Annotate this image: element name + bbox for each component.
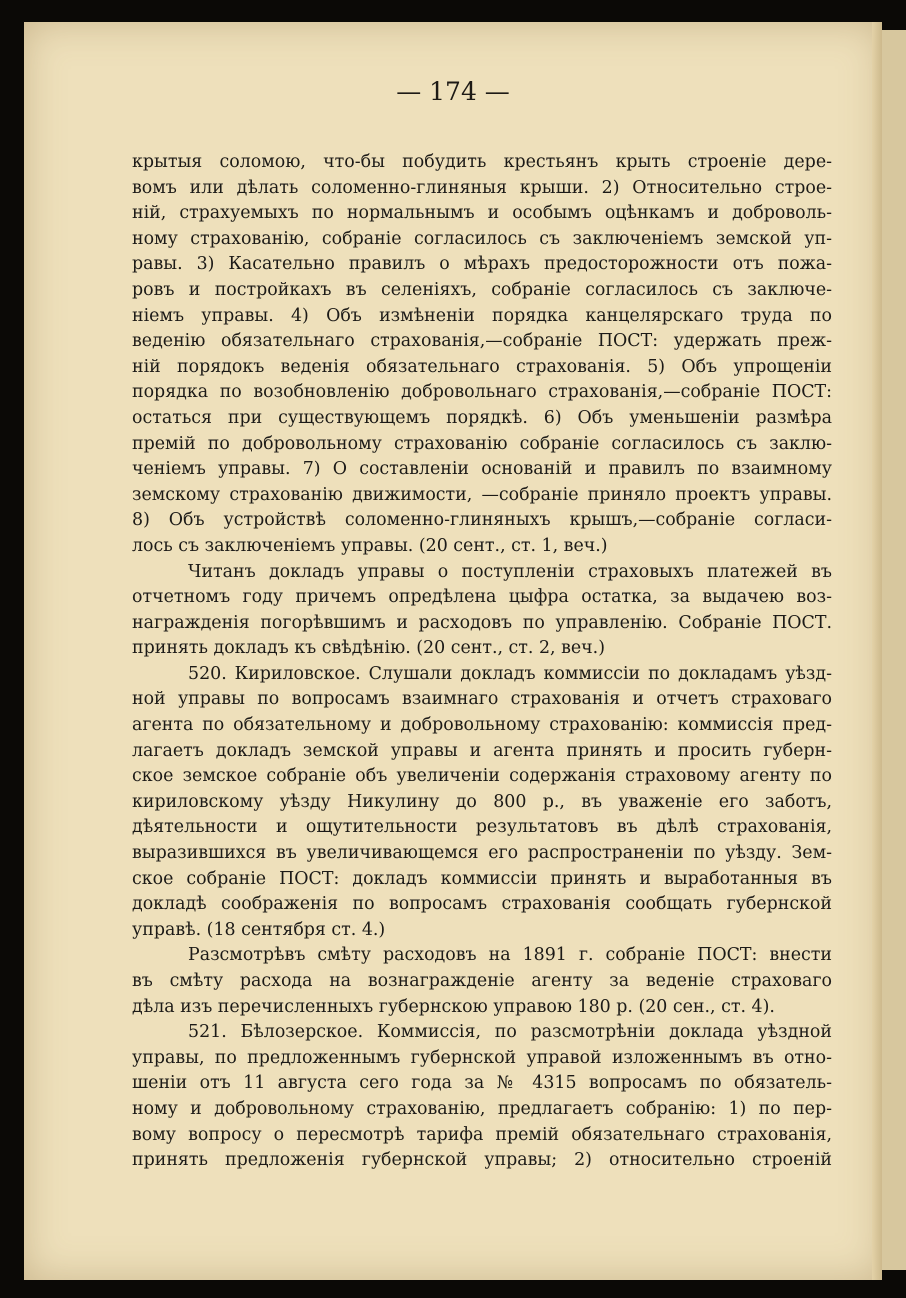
text-line: награжденія погорѣвшимъ и расходовъ по управленію. Собраніе ПОСТ. <box>132 612 832 633</box>
text-line: лагаетъ докладъ земской управы и агента принять и просить губерн- <box>132 740 832 761</box>
text-line: отчетномъ году причемъ опредѣлена цыфра остатка, за выдачею воз- <box>132 587 832 608</box>
text-line: ское собраніе ПОСТ: докладъ коммиссіи принять и выработанныя въ <box>132 868 832 889</box>
text-line: ній, страхуемыхъ по нормальнымъ и особымъ оцѣнкамъ и доброволь- <box>132 203 832 224</box>
text-line: лось съ заключеніемъ управы. (20 сент., ст. 1, веч.) <box>132 535 608 556</box>
text-line: ной управы по вопросамъ взаимнаго страхованія и отчетъ страховаго <box>132 689 832 710</box>
text-line: земскому страхованію движимости, —собраніе приняло проектъ управы. <box>132 484 832 505</box>
text-line: въ смѣту расхода на вознагражденіе агенту за веденіе страховаго <box>132 971 832 991</box>
paragraph-start-line: Читанъ докладъ управы о поступленіи страховыхъ платежей въ <box>188 561 832 582</box>
page-number: — 174 — <box>396 77 510 106</box>
section-521-heading-line: 521. Бѣлозерское. Коммиссія, по разсмотрѣніи доклада уѣздной <box>188 1022 832 1043</box>
text-line: крытыя соломою, что-бы побудить крестьянъ крыть строеніе дере- <box>132 152 832 172</box>
paragraph-start-line: Разсмотрѣвъ смѣту расходовъ на 1891 г. собраніе ПОСТ: внести <box>188 945 832 966</box>
text-line: равы. 3) Касательно правилъ о мѣрахъ предосторожности отъ пожа- <box>132 254 832 275</box>
page-gutter <box>872 22 882 1280</box>
text-line: агента по обязательному и добровольному страхованію: коммиссія пред- <box>132 715 832 736</box>
text-line: ніемъ управы. 4) Объ измѣненіи порядка канцелярскаго труда по <box>132 305 832 326</box>
text-line: веденію обязательнаго страхованія,—собраніе ПОСТ: удержать преж- <box>132 331 832 352</box>
text-line: вому вопросу о пересмотрѣ тарифа премій обязательнаго страхованія, <box>132 1124 832 1145</box>
text-line: ній порядокъ веденія обязательнаго страхованія. 5) Объ упрощеніи <box>132 356 832 377</box>
text-line: премій по добровольному страхованію собраніе согласилось съ заклю- <box>132 433 832 454</box>
body-text <box>132 150 832 1174</box>
section-520-heading-line: 520. Кириловское. Слушали докладъ коммиссіи по докладамъ уѣзд- <box>188 663 832 684</box>
text-line: ному страхованію, собраніе согласилось съ заключеніемъ земской уп- <box>132 228 832 249</box>
text-line: выразившихся въ увеличивающемся его распространеніи по уѣзду. Зем- <box>132 843 832 864</box>
text-line: порядка по возобновленію добровольнаго страхованія,—собраніе ПОСТ: <box>132 382 832 403</box>
text-line: шеніи отъ 11 августа сего года за № 4315 вопросамъ по обязатель- <box>132 1073 832 1094</box>
text-line: кириловскому уѣзду Никулину до 800 р., въ уваженіе его заботъ, <box>132 791 832 812</box>
text-line: вомъ или дѣлать соломенно-глиняныя крыши. 2) Относительно строе- <box>132 177 832 198</box>
text-line: принять предложенія губернской управы; 2) относительно строеній <box>132 1150 832 1171</box>
text-line: дѣятельности и ощутительности результатовъ въ дѣлѣ страхованія, <box>132 817 832 838</box>
text-line: 8) Объ устройствѣ соломенно-глиняныхъ крышъ,—собраніе согласи- <box>132 510 832 531</box>
text-line: управѣ. (18 сентября ст. 4.) <box>132 919 386 940</box>
text-line: принять докладъ къ свѣдѣнію. (20 сент., ст. 2, веч.) <box>132 638 605 659</box>
book-page <box>24 22 882 1280</box>
text-line: ченіемъ управы. 7) О составленіи основаній и правилъ по взаимному <box>132 459 832 480</box>
text-line: ному и добровольному страхованію, предлагаетъ собранію: 1) по пер- <box>132 1098 832 1119</box>
text-line: остаться при существующемъ порядкѣ. 6) Объ уменьшеніи размѣра <box>132 407 832 428</box>
text-line: управы, по предложеннымъ губернской управой изложеннымъ въ отно- <box>132 1047 832 1068</box>
text-line: докладѣ соображенія по вопросамъ страхованія сообщать губернской <box>132 894 832 915</box>
text-line: ровъ и постройкахъ въ селеніяхъ, собраніе согласилось съ заключе- <box>132 279 832 300</box>
text-line: ское земское собраніе объ увеличеніи содержанія страховому агенту по <box>132 766 832 787</box>
text-line: дѣла изъ перечисленныхъ губернскою управою 180 р. (20 сен., ст. 4). <box>132 996 775 1017</box>
